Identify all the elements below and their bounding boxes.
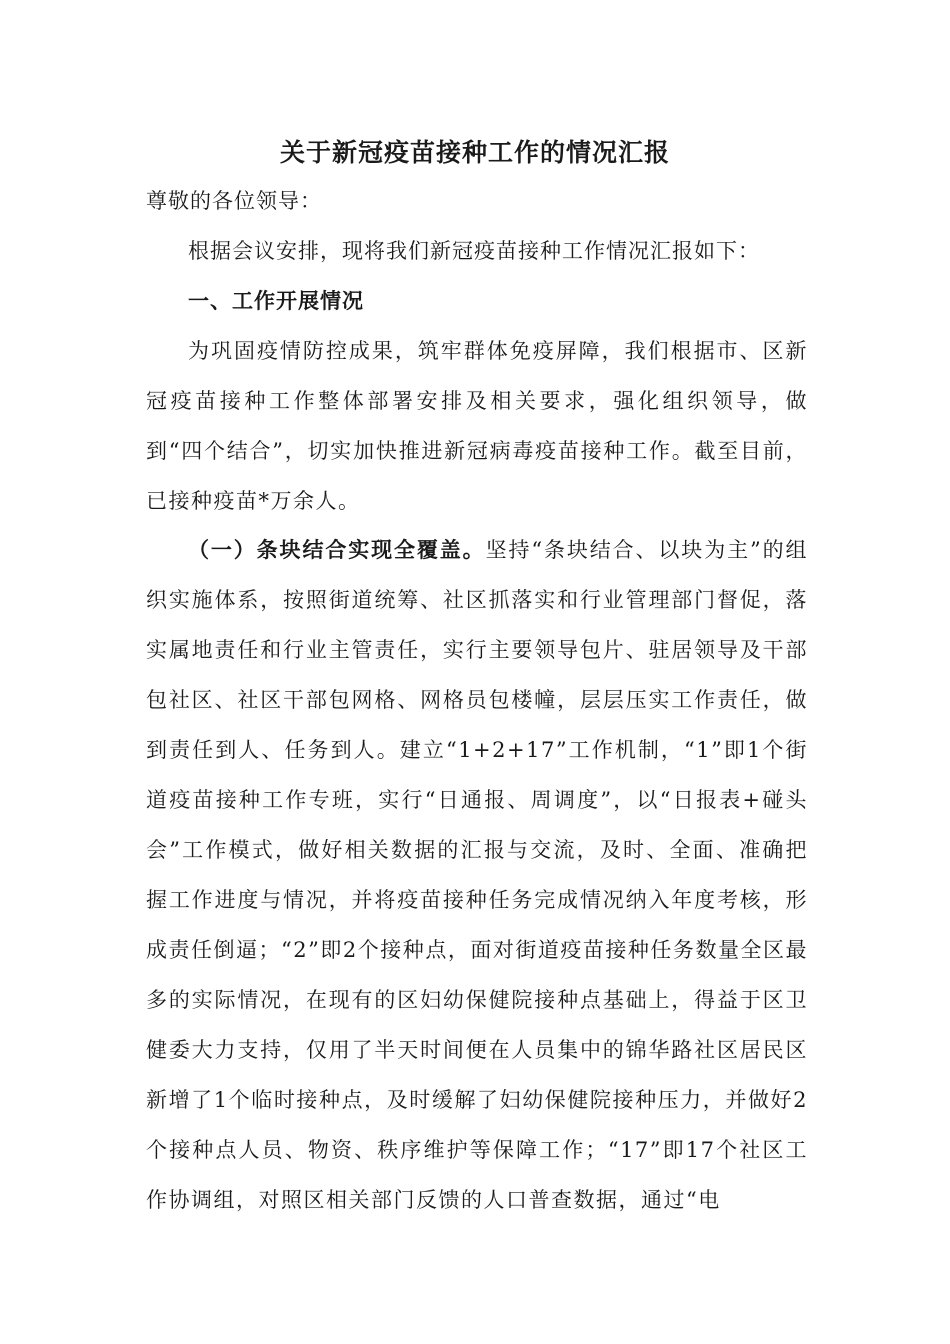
subsection-paragraph <box>146 525 808 1225</box>
intro-paragraph: 根据会议安排，现将我们新冠疫苗接种工作情况汇报如下： <box>188 239 760 263</box>
subsection-lead: （一）条块结合实现全覆盖。 <box>188 537 486 562</box>
body-paragraph: 为巩固疫情防控成果，筑牢群体免疫屏障，我们根据市、区新冠疫苗接种工作整体部署安排及相关要求，强化组织领导，做到“四个结合”，切实加快推进新冠病毒疫苗接种工作。截至目前，已接种疫苗*万余人。 <box>146 339 808 513</box>
section-heading: 一、工作开展情况 <box>188 288 364 313</box>
subsection-text: 坚持“条块结合、以块为主”的组织实施体系，按照街道统筹、社区抓落实和行业管理部门督促，落实属地责任和行业主管责任，实行主要领导包片、驻居领导及干部包社区、社区干部包网格、网格员包楼幢，层层压实工作责任，做到责任到人、任务到人。建立“1+2+17”工作机制，“1”即1个街道疫苗接种工作专班，实行“日通报、周调度”，以“日报表+碰头会”工作模式，做好相关数据的汇报与交流，及时、全面、准确把握工作进度与情况，并将疫苗接种任务完成情况纳入年度考核，形成责任倒逼；“2”即2个接种点，面对街道疫苗接种任务数量全区最多的实际情况，在现有的区妇幼保健院接种点基础上，得益于区卫健委大力支持，仅用了半天时间便在人员集中的锦华路社区居民区新增了1个临时接种点，及时缓解了妇幼保健院接种压力，并做好2个接种点人员、物资、秩序维护等保障工作；“17”即17个社区工作协调组，对照区相关部门反馈的人口普查数据，通过“电 <box>146 538 808 1212</box>
document-title: 关于新冠疫苗接种工作的情况汇报 <box>279 138 670 167</box>
salutation: 尊敬的各位领导： <box>146 189 322 213</box>
